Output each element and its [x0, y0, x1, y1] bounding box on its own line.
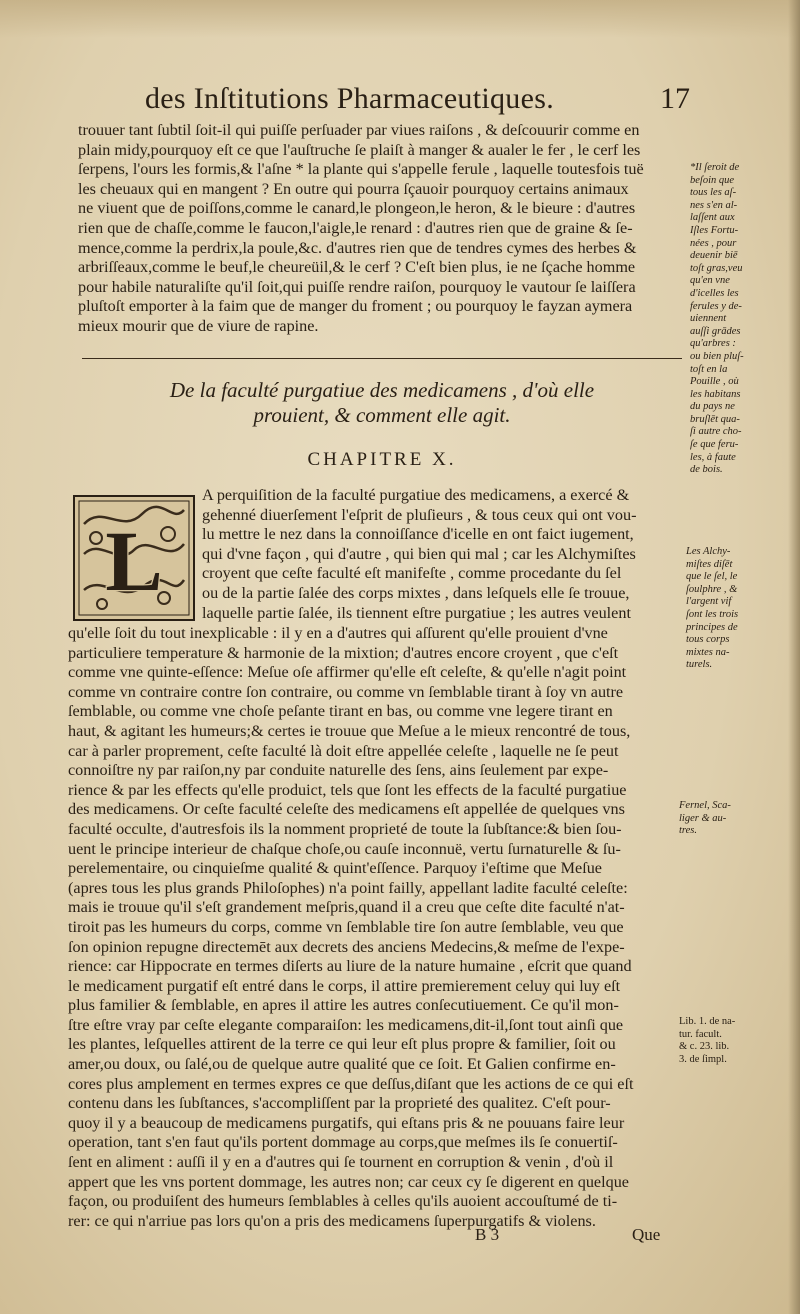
- text-line: faculté occulte, d'autresfois ils la nomment proprieté de toute la ſubſtance:& bien ſou-: [68, 819, 622, 838]
- text-line: pluſtoſt emporter à la faim que de manger du froment ; ou pourquoy le fayzan aymera: [78, 297, 633, 316]
- margin-note-line: de bois.: [690, 464, 723, 476]
- margin-note-line: que le ſel, le: [686, 571, 738, 583]
- text-line: rience & par les effects qu'elle produict, tels que ſont les effects de la faculté purgatiue: [68, 780, 627, 799]
- margin-note-line: tous les aſ-: [690, 187, 737, 199]
- text-line: comme vn contraire contre ſon contraire, ou comme vn ſemblable tirant à ſoy vn autre: [68, 682, 624, 701]
- text-line: rien que de chaſſe,comme le faucon,l'aigle,le renard : d'autres rien que de graine & ſe-: [78, 218, 633, 237]
- text-line: uent le principe interieur de chaſque choſe,ou cauſe inconnuë, vertu ſurnaturelle & ſu-: [68, 839, 621, 858]
- text-line: perelementaire, ou cinquieſme qualité & quint'eſſence. Parquoy i'eſtime que Meſue: [68, 859, 602, 878]
- ornamental-dropcap: [72, 494, 196, 622]
- margin-note-line: Iſles Fortu-: [690, 224, 739, 236]
- text-line: plain midy,pourquoy eſt ce que l'auſtruche ſe plaiſt à manger & aualer le fer , le cerf les: [78, 140, 641, 159]
- text-line: qui d'vne façon , qui d'autre , qui bien qui mal ; car les Alchymiſtes: [202, 544, 636, 563]
- margin-note-line: ſe que feru-: [690, 439, 739, 451]
- text-line: mieux mourir que de viure de rapine.: [78, 316, 319, 335]
- margin-note-line: ſoulphre , &: [686, 583, 738, 595]
- intro-paragraph: [78, 121, 686, 337]
- margin-note-line: turels.: [686, 659, 713, 671]
- margin-note-line: beſoin que: [690, 174, 735, 186]
- text-line: amer,ou doux, ou ſalé,ou de quelque autre qualité que ce ſoit. Et Galien confirme en-: [68, 1055, 616, 1074]
- margin-note-line: Lib. 1. de na-: [679, 1016, 736, 1027]
- text-line: connoiſtre ny par raiſon,ny par conduite naturelle des ſens, ains ſeulement par expe-: [68, 761, 609, 780]
- margin-note-line: les, à faute: [690, 451, 736, 463]
- text-line: quoy il y a beaucoup de medicamens purgatifs, qui eſtans pris & ne pouuans faire leur: [68, 1113, 625, 1132]
- margin-note-line: les habitans: [690, 388, 741, 400]
- text-line: façon, ou produiſent des humeurs ſemblables à celles qu'ils auoient accouſtumé de ti-: [68, 1192, 618, 1211]
- margin-note-line: miſtes diſēt: [686, 558, 733, 570]
- text-line: haut, & agitant les humeurs;& certes ie trouue que Meſue a le mieux rencontré de tous,: [68, 721, 631, 740]
- margin-note-line: nées , pour: [690, 237, 737, 249]
- text-line: cores plus amplement en termes expres ce que deſſus,diſant que les actions de ce qui eſt: [68, 1074, 634, 1093]
- margin-note-fernel: [679, 800, 759, 838]
- margin-note-line: tur. facult.: [679, 1028, 722, 1040]
- text-line: ou de la partie ſalée des corps mixtes , dans leſquels elle ſe trouue,: [202, 583, 630, 602]
- text-line: (apres tous les plus grands Philoſophes) n'a point failly, appellant ladite faculté celeſte:: [68, 878, 628, 897]
- margin-note-line: du pays ne: [690, 401, 735, 413]
- text-line: lu mettre le nez dans la connoiſſance d'icelle en ont faict iugement,: [202, 525, 634, 544]
- margin-note-line: Fernel, Sca-: [679, 800, 731, 811]
- margin-note-line: Les Alchy-: [686, 546, 731, 557]
- margin-note-line: ou bien pluſ-: [690, 350, 744, 362]
- text-line: trouuer tant ſubtil ſoit-il qui puiſſe perſuader par viues raiſons , & deſcouurir comme en: [78, 121, 640, 139]
- margin-note-line: Pouille , où: [690, 376, 739, 388]
- text-line: rience: car Hippocrate en termes diſerts au liure de la nature humaine , eſcrit que quand: [68, 957, 632, 976]
- margin-note-line: 3. de ſimpl.: [679, 1053, 727, 1065]
- text-line: gehenné diuerſement l'eſprit de pluſieurs , & tous ceux qui ont vou-: [202, 505, 637, 524]
- signature-mark: B 3: [475, 1225, 500, 1244]
- margin-note-line: toſt en la: [690, 363, 728, 375]
- section-title-line: De la faculté purgatiue des medicamens , d'où elle: [169, 378, 595, 402]
- text-line: particuliere temperature & harmonie de la mixtion; d'autres encore croyent , que c'eſt: [68, 643, 619, 662]
- text-line: appert que les vns portent dommage, les autres non; car ceux cy ſe digerent en quelque: [68, 1172, 629, 1191]
- margin-note-line: nes s'en al-: [690, 199, 738, 211]
- margin-note-line: d'icelles les: [690, 287, 739, 299]
- page-number: 17: [660, 82, 690, 115]
- margin-note-line: principes de: [686, 621, 738, 633]
- margin-note-line: toſt gras,veu: [690, 262, 743, 274]
- text-line: ſerpens, l'ours les formis,& l'aſne * la plante qui s'appelle ferule , laquelle toutesfois tuë: [78, 160, 644, 179]
- chapter-opening-paragraph: [202, 486, 682, 623]
- text-line: arbriſſeaux,comme le beuf,le cheureüil,& le cerf ? C'eſt bien plus, ie ne ſçache homme: [78, 258, 636, 277]
- margin-note-line: tres.: [679, 825, 697, 837]
- margin-note-line: & c. 23. lib.: [679, 1041, 730, 1053]
- section-title-line: prouient, & comment elle agit.: [253, 403, 511, 427]
- text-line: les plantes, leſquelles attirent de la terre ce qui leur eſt plus propre & familier, ſoit ou: [68, 1035, 616, 1054]
- margin-note-line: liger & au-: [679, 812, 727, 824]
- text-line: comme vne quinte-eſſence: Meſue oſe affirmer qu'elle eſt celeſte, & qu'elle n'agit point: [68, 663, 627, 682]
- margin-note-line: uiennent: [690, 313, 727, 325]
- margin-note-line: ſi autre cho-: [690, 426, 742, 438]
- page-top-edge: [0, 0, 800, 38]
- margin-note-line: bruſlēt qua-: [690, 413, 740, 425]
- text-line: tiroit pas les humeurs du corps, comme vn ſemblable tire ſon autre ſemblable, veu que: [68, 917, 624, 936]
- text-line: croyent que ceſte faculté eſt manifeſte , comme procedante du ſel: [202, 564, 622, 583]
- text-line: des medicamens. Or ceſte faculté celeſte des medicamens eſt appellée de quelques vns: [68, 800, 625, 819]
- margin-note-line: qu'en vne: [690, 275, 730, 287]
- dropcap-letter: L: [105, 513, 163, 609]
- chapter-body-paragraph: [68, 624, 682, 1231]
- text-line: ſent en aliment : auſſi il y en a d'autres qui ſe tournent en corruption & venin , d'où il: [68, 1153, 614, 1172]
- text-line: contenu dans les ſubſtances, s'accompliſſent par la proprieté des qualitez. C'eſt pour-: [68, 1094, 611, 1113]
- text-line: A perquiſition de la faculté purgatiue des medicamens, a exercé &: [202, 486, 630, 504]
- section-divider: [82, 358, 682, 359]
- text-line: les cheuaux qui en mangent ? En outre qui pourra ſçauoir pourquoy certains animaux: [78, 179, 629, 198]
- text-line: mais ie trouue qu'il s'eſt grandement meſpris,quand il a creu que ceſte dite faculté n'at-: [68, 898, 625, 917]
- text-line: le medicament purgatif eſt entré dans le corps, il attire premierement celuy qui luy eſt: [68, 976, 621, 995]
- page-right-edge: [788, 0, 800, 1314]
- text-line: plus familier & ſemblable, en apres il attire les autres conſecutiuement. Ce qu'il mon-: [68, 996, 619, 1015]
- text-line: ne viuent que de poiſſons,comme le canard,le plongeon,le heron, & le bieure : d'autres: [78, 199, 636, 218]
- margin-note-line: *Il ſeroit de: [690, 162, 740, 173]
- margin-note-line: mixtes na-: [686, 646, 730, 658]
- text-line: mence,comme la perdrix,la poule,&c. d'autres rien que de tendres cymes des herbes &: [78, 238, 637, 257]
- margin-note-ferule: [690, 162, 786, 477]
- running-title: des Inſtitutions Pharmaceutiques.: [145, 82, 554, 115]
- chapter-heading: CHAPITRE X.: [307, 449, 457, 470]
- catchword: Que: [632, 1225, 661, 1244]
- margin-note-line: auſſi grādes: [690, 325, 741, 337]
- margin-note-line: deuenir biē: [690, 250, 738, 262]
- text-line: ſon opinion repugne directemēt aux decrets des anciens Medecins,& meſme de l'expe-: [68, 937, 625, 956]
- text-line: pour habile naturaliſte qu'il ſoit,qui puiſſe rendre raiſon, pourquoy le vautour ſe laiſſera: [78, 277, 636, 296]
- section-title: [82, 378, 682, 428]
- margin-note-line: tous corps: [686, 634, 730, 646]
- text-line: car à parler proprement, ceſte faculté là doit eſtre appellée celeſte , laquelle ne ſe peut: [68, 741, 619, 760]
- margin-note-line: laſſent aux: [690, 212, 735, 224]
- margin-note-line: ſont les trois: [686, 608, 739, 620]
- margin-note-galien-reference: [679, 1016, 759, 1066]
- text-line: rer: ce qui n'arriue pas lors qu'on a pris des medicamens ſuperpurgatifs & violens.: [68, 1211, 596, 1230]
- text-line: operation, tant s'en faut qu'ils portent dommage au corps,que meſmes ils ſe conuertiſ-: [68, 1133, 618, 1152]
- margin-note-line: l'argent vif: [686, 596, 732, 608]
- margin-note-alchymistes: [686, 546, 782, 672]
- text-line: laquelle partie ſalée, ils tiennent eſtre purgatiue ; les autres veulent: [202, 603, 631, 622]
- margin-note-line: qu'arbres :: [690, 338, 736, 350]
- text-line: ſtre eſtre vray par ceſte elegante comparaiſon: les medicamens,dit-il,ſont tout ainſi que: [68, 1015, 624, 1034]
- text-line: qu'elle ſoit du tout inexplicable : il y en a d'autres qui aſſurent qu'elle prouient d'vne: [68, 624, 608, 642]
- margin-note-line: ferules y de-: [690, 300, 742, 312]
- text-line: ſemblable, ou comme vne choſe peſante tirant en bas, ou comme vne legere tirant en: [68, 702, 613, 721]
